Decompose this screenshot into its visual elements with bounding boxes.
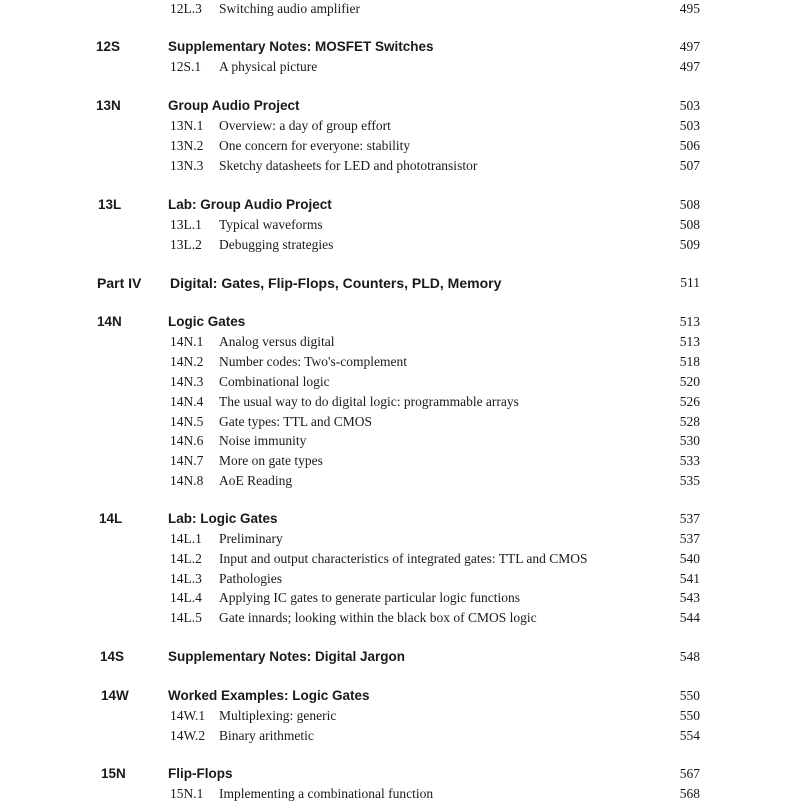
chapter-entry[interactable] [0, 312, 800, 332]
section-number: 14L.3 [170, 571, 202, 586]
page-number: 509 [679, 237, 700, 252]
section-entry[interactable] [0, 372, 800, 392]
chapter-number: 14L [99, 511, 123, 526]
chapter-entry[interactable] [0, 509, 800, 529]
section-entry[interactable] [0, 412, 800, 432]
section-title: AoE Reading [219, 473, 293, 488]
section-number: 14N.3 [170, 374, 204, 389]
page-number: 506 [679, 138, 700, 153]
section-entry[interactable] [0, 529, 800, 549]
page-number: 497 [679, 39, 700, 54]
section-number: 13N.1 [170, 118, 204, 133]
chapter-entry[interactable] [0, 37, 800, 57]
section-title: Number codes: Two's-complement [219, 354, 407, 369]
section-entry[interactable] [0, 706, 800, 726]
chapter-number: 14N [97, 314, 122, 329]
page-number: 550 [679, 688, 700, 703]
chapter-entry[interactable] [0, 686, 800, 706]
section-number: 13N.3 [170, 158, 204, 173]
chapter-title: Flip-Flops [168, 766, 233, 781]
page-number: 513 [679, 314, 700, 329]
section-entry[interactable] [0, 569, 800, 589]
section-entry[interactable] [0, 156, 800, 176]
page-number: 535 [679, 473, 700, 488]
section-title: Binary arithmetic [219, 728, 314, 743]
section-title: Noise immunity [219, 433, 307, 448]
section-number: 14L.1 [170, 531, 202, 546]
page-number: 533 [679, 453, 700, 468]
section-number: 14N.6 [170, 433, 204, 448]
section-entry[interactable] [0, 215, 800, 235]
section-entry[interactable] [0, 57, 800, 77]
section-entry[interactable] [0, 332, 800, 352]
section-entry[interactable] [0, 784, 800, 804]
page-number: 567 [679, 766, 700, 781]
section-title: Input and output characteristics of integrated gates: TTL and CMOS [219, 551, 588, 566]
section-entry[interactable] [0, 549, 800, 569]
page-number: 543 [679, 590, 700, 605]
section-number: 12S.1 [170, 59, 202, 74]
section-title: Gate innards; looking within the black box of CMOS logic [219, 610, 537, 625]
section-entry[interactable] [0, 136, 800, 156]
page-number: 507 [679, 158, 700, 173]
section-title: Applying IC gates to generate particular logic functions [219, 590, 521, 605]
section-number: 14L.5 [170, 610, 202, 625]
page-number: 537 [679, 531, 700, 546]
chapter-title: Lab: Group Audio Project [168, 197, 332, 212]
section-number: 14W.2 [170, 728, 206, 743]
chapter-entry[interactable] [0, 96, 800, 116]
section-number: 14L.2 [170, 551, 202, 566]
chapter-number: 14W [101, 688, 129, 703]
section-entry[interactable] [0, 392, 800, 412]
chapter-title: Logic Gates [168, 314, 246, 329]
section-title: Multiplexing: generic [219, 708, 337, 723]
section-number: 14N.4 [170, 394, 204, 409]
section-title: Switching audio amplifier [219, 1, 360, 16]
section-number: 14N.8 [170, 473, 204, 488]
section-number: 14N.2 [170, 354, 204, 369]
section-title: Typical waveforms [219, 217, 323, 232]
section-number: 12L.3 [170, 1, 202, 16]
section-title: Overview: a day of group effort [219, 118, 391, 133]
section-title: One concern for everyone: stability [219, 138, 411, 153]
chapter-title: Group Audio Project [168, 98, 300, 113]
chapter-entry[interactable] [0, 764, 800, 784]
section-number: 14N.7 [170, 453, 204, 468]
page-number: 568 [679, 786, 700, 801]
part-number: Part IV [97, 275, 142, 291]
section-number: 15N.1 [170, 786, 204, 801]
page-number: 540 [679, 551, 700, 566]
chapter-title: Worked Examples: Logic Gates [168, 688, 370, 703]
section-title: Gate types: TTL and CMOS [219, 414, 372, 429]
page-number: 508 [679, 197, 700, 212]
section-number: 13L.1 [170, 217, 202, 232]
chapter-title: Lab: Logic Gates [168, 511, 278, 526]
chapter-entry[interactable] [0, 195, 800, 215]
page-number: 513 [679, 334, 700, 349]
section-entry[interactable] [0, 116, 800, 136]
section-number: 14L.4 [170, 590, 202, 605]
chapter-number: 15N [101, 766, 126, 781]
page-number: 520 [679, 374, 700, 389]
section-title: Preliminary [219, 531, 283, 546]
section-title: Combinational logic [219, 374, 330, 389]
page-number: 530 [679, 433, 700, 448]
section-title: Implementing a combinational function [219, 786, 434, 801]
chapter-entry[interactable] [0, 647, 800, 667]
section-number: 14N.1 [170, 334, 204, 349]
page-number: 548 [679, 649, 700, 664]
section-title: Pathologies [219, 571, 282, 586]
section-entry[interactable] [0, 588, 800, 608]
section-number: 14N.5 [170, 414, 204, 429]
page-number: 518 [679, 354, 700, 369]
page-number: 497 [679, 59, 700, 74]
page-number: 554 [679, 728, 700, 743]
section-number: 14W.1 [170, 708, 206, 723]
page-number: 503 [679, 118, 700, 133]
section-entry[interactable] [0, 235, 800, 255]
section-number: 13L.2 [170, 237, 202, 252]
section-title: Sketchy datasheets for LED and phototransistor [219, 158, 478, 173]
page-number: 503 [679, 98, 700, 113]
page-number: 495 [679, 1, 700, 16]
section-number: 13N.2 [170, 138, 204, 153]
chapter-title: Supplementary Notes: Digital Jargon [168, 649, 406, 664]
section-entry[interactable] [0, 431, 800, 451]
section-title: A physical picture [219, 59, 318, 74]
page-number: 511 [680, 275, 700, 290]
page-number: 508 [679, 217, 700, 232]
section-title: The usual way to do digital logic: programmable arrays [219, 394, 519, 409]
page-number: 550 [679, 708, 700, 723]
section-title: Analog versus digital [219, 334, 335, 349]
section-entry[interactable] [0, 471, 800, 491]
chapter-number: 12S [96, 39, 121, 54]
page-number: 526 [679, 394, 700, 409]
page-number: 544 [679, 610, 700, 625]
page-number: 541 [679, 571, 700, 586]
section-title: Debugging strategies [219, 237, 334, 252]
section-entry[interactable] [0, 608, 800, 628]
section-title: More on gate types [219, 453, 323, 468]
part-title: Digital: Gates, Flip-Flops, Counters, PLD, Memory [170, 275, 502, 291]
part-entry[interactable] [0, 273, 800, 293]
section-entry[interactable] [0, 451, 800, 471]
section-entry[interactable] [0, 352, 800, 372]
chapter-number: 13L [98, 197, 122, 212]
page-number: 528 [679, 414, 700, 429]
chapter-number: 14S [100, 649, 125, 664]
chapter-title: Supplementary Notes: MOSFET Switches [168, 39, 434, 54]
section-entry[interactable] [0, 726, 800, 746]
chapter-number: 13N [96, 98, 121, 113]
section-entry[interactable] [0, 0, 800, 19]
page-number: 537 [679, 511, 700, 526]
